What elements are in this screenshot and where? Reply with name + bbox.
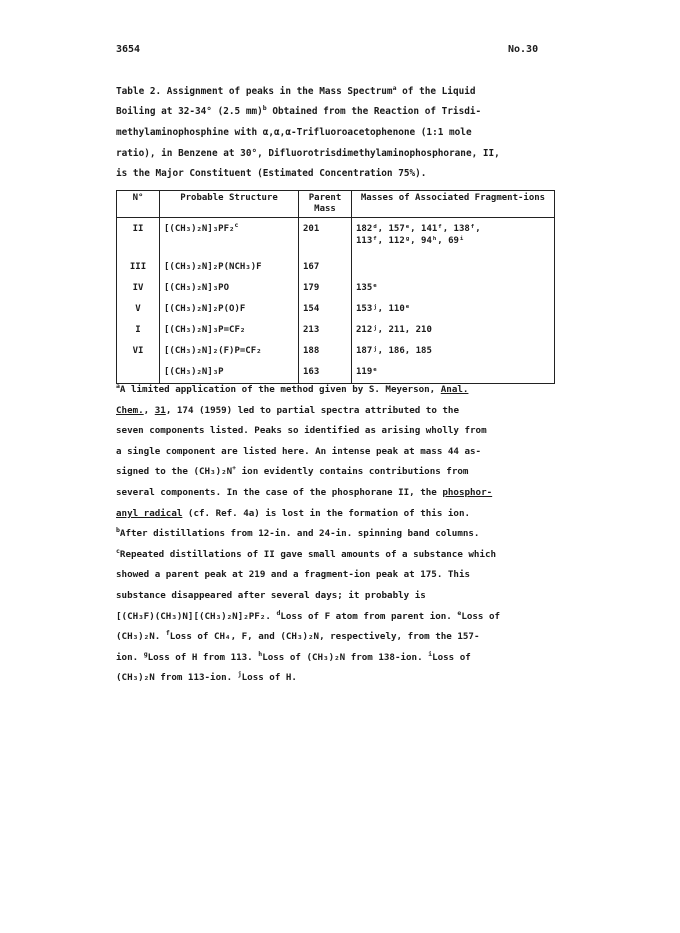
fragment-masses: 119ᵉ: [352, 362, 555, 384]
footnote-a-cont: seven components listed. Peaks so identified as arising wholly from: [116, 425, 487, 437]
table-row: [117, 320, 555, 341]
footnote-i-j: (CH₃)₂N from 113-ion. $^j$Loss of H.: [116, 670, 297, 684]
footnote-a-cont: a single component are listed here. An intense peak at mass 44 as-: [116, 445, 482, 457]
fragment-masses: 212ʲ, 211, 210: [352, 320, 555, 341]
fragment-masses: 135ᵉ: [352, 278, 555, 299]
table-caption-line-1: Table 2. Assignment of peaks in the Mass Spectrum$^a$ of the Liquid: [116, 83, 476, 97]
fragment-masses: 153ʲ, 110ᵉ: [352, 299, 555, 320]
table-row: [117, 218, 555, 258]
compound-structure: [(CH₃)₂N]₂(F)P=CF₂: [160, 341, 299, 362]
footnote-g-h-i: ion. $^g$Loss of H from 113. $^h$Loss of (CH₃)₂N from 138-ion. $^i$Loss of: [116, 649, 471, 663]
table-row: [117, 299, 555, 320]
header-fragment-masses: Masses of Associated Fragment-ions: [352, 191, 555, 218]
table-caption-line-4: ratio), in Benzene at 30°, Difluorotrisdimethylaminophosphorane, II,: [116, 148, 500, 159]
parent-mass: 188: [299, 341, 352, 362]
parent-mass: 154: [299, 299, 352, 320]
journal-number: No.30: [508, 44, 539, 55]
footnote-c-cont: substance disappeared after several days; it probably is: [116, 589, 426, 601]
compound-number: VI: [117, 341, 160, 362]
compound-number: IV: [117, 278, 160, 299]
compound-number: II: [117, 218, 160, 258]
compound-structure: [(CH₃)₂N]₂P(NCH₃)F: [160, 257, 299, 278]
parent-mass: 163: [299, 362, 352, 384]
compound-structure: [(CH₃)₂N]₂P(O)F: [160, 299, 299, 320]
footnote-c-d-e: [(CH₃F)(CH₃)N][(CH₃)₂N]₂PF₂. $^d$Loss of F atom from parent ion. $^e$Loss of: [116, 608, 501, 622]
table-caption-line-3: methylaminophosphine with α,α,α-Trifluoroacetophenone (1:1 mole: [116, 127, 472, 138]
footnote-a-cont: Chem., 31, 174 (1959) led to partial spectra attributed to the: [116, 404, 459, 416]
footnote-b: $^b$After distillations from 12-in. and 24-in. spinning band columns.: [116, 526, 480, 540]
footnote-e-f: (CH₃)₂N. $^f$Loss of CH₄, F, and (CH₃)₂N, respectively, from the 157-: [116, 629, 480, 643]
footnote-a-cont: anyl radical (cf. Ref. 4a) is lost in the formation of this ion.: [116, 507, 471, 519]
table-row: [117, 257, 555, 278]
table-row: [117, 278, 555, 299]
fragment-masses: 187ʲ, 186, 185: [352, 341, 555, 362]
compound-number: III: [117, 257, 160, 278]
table-caption-line-5: is the Major Constituent (Estimated Concentration 75%).: [116, 168, 427, 179]
compound-structure: [(CH₃)₂N]₃P: [160, 362, 299, 384]
table-caption-line-2: Boiling at 32-34° (2.5 mm)$^b$ Obtained from the Reaction of Trisdi-: [116, 103, 482, 117]
footnote-a-cont: several components. In the case of the phosphorane II, the phosphor-: [116, 486, 493, 498]
parent-mass: 179: [299, 278, 352, 299]
footnote-a: $^a$A limited application of the method given by S. Meyerson, Anal.: [116, 381, 469, 395]
fragment-masses: 182ᵈ, 157ᵉ, 141ᶠ, 138ᶠ, 113ᶠ, 112ᵍ, 94ʰ, 69ⁱ: [352, 218, 555, 258]
table-row: [117, 341, 555, 362]
mass-spectrum-table: [116, 190, 555, 384]
header-structure: Probable Structure: [160, 191, 299, 218]
header-parent-mass: Parent Mass: [299, 191, 352, 218]
parent-mass: 213: [299, 320, 352, 341]
fragment-masses: [352, 257, 555, 278]
header-number: N°: [117, 191, 160, 218]
footnote-a-cont: signed to the (CH₃)₂N+ ion evidently contains contributions from: [116, 464, 469, 478]
parent-mass: 201: [299, 218, 352, 258]
page-number: 3654: [116, 44, 141, 55]
table-footnotes: [116, 380, 566, 689]
compound-structure: [(CH₃)₂N]₃P=CF₂: [160, 320, 299, 341]
compound-number: V: [117, 299, 160, 320]
footnote-c: $^c$Repeated distillations of II gave small amounts of a substance which: [116, 546, 497, 560]
compound-structure: [(CH₃)₂N]₃PF₂$^c$: [160, 218, 299, 258]
parent-mass: 167: [299, 257, 352, 278]
footnote-c-cont: showed a parent peak at 219 and a fragment-ion peak at 175. This: [116, 569, 471, 581]
table-header-row: [117, 191, 555, 218]
compound-structure: [(CH₃)₂N]₃PO: [160, 278, 299, 299]
compound-number: I: [117, 320, 160, 341]
